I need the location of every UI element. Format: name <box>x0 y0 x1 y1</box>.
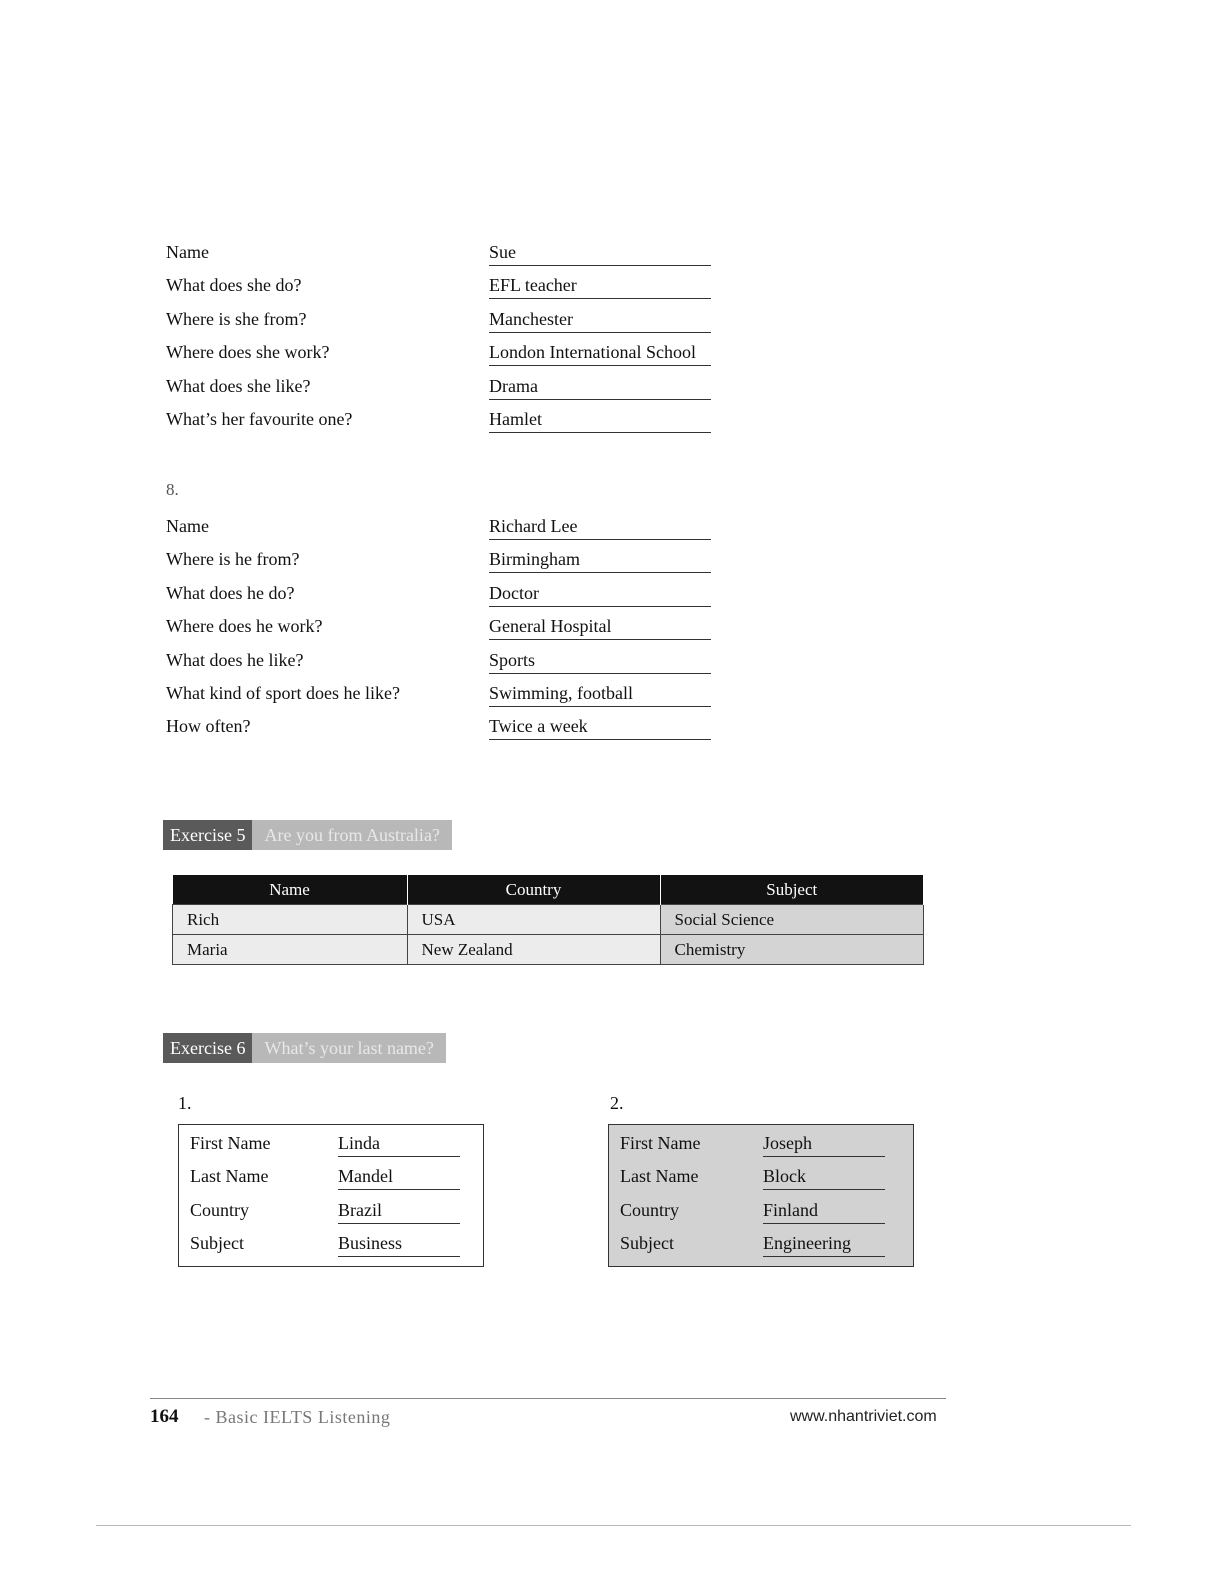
answer: Twice a week <box>489 716 711 740</box>
qa-row <box>166 581 711 614</box>
answer: Swimming, football <box>489 683 711 707</box>
qa-row <box>166 407 711 440</box>
page-edge-divider <box>96 1525 1131 1526</box>
card-row <box>620 1233 903 1257</box>
footer-divider <box>150 1398 946 1399</box>
card-value: Brazil <box>338 1200 460 1224</box>
table-cell: Social Science <box>660 905 924 935</box>
exercise-5-table <box>172 875 924 965</box>
question: Name <box>166 242 209 262</box>
book-title: - Basic IELTS Listening <box>204 1407 391 1427</box>
exercise-tag: Exercise 5 <box>163 820 252 850</box>
card-row <box>190 1166 473 1190</box>
card-label: Country <box>620 1200 680 1220</box>
card-value: Mandel <box>338 1166 460 1190</box>
footer-url: www.nhantriviet.com <box>790 1408 937 1425</box>
answer: General Hospital <box>489 616 711 640</box>
card-label: Subject <box>620 1233 674 1253</box>
card-row <box>190 1133 473 1157</box>
qa-row <box>166 648 711 681</box>
answer: Manchester <box>489 309 711 333</box>
name-card-1 <box>178 1124 484 1267</box>
exercise-title: Are you from Australia? <box>252 820 451 850</box>
exercise-title: What’s your last name? <box>252 1033 445 1063</box>
question: What does he like? <box>166 649 304 670</box>
qa-row <box>166 547 711 580</box>
card-row <box>190 1200 473 1224</box>
question: How often? <box>166 716 251 737</box>
card-label: Country <box>190 1200 250 1220</box>
qa-row <box>166 681 711 714</box>
table-cell: Maria <box>173 935 408 965</box>
card-row <box>620 1200 903 1224</box>
question: What’s her favourite one? <box>166 408 353 429</box>
card-label: Last Name <box>620 1166 699 1186</box>
table-cell: Chemistry <box>660 935 924 965</box>
answer: Sports <box>489 650 711 674</box>
qa-section-8 <box>166 514 711 748</box>
question: What does he do? <box>166 582 295 603</box>
column-header: Subject <box>660 875 924 905</box>
answer: Sue <box>489 242 711 266</box>
qa-section-7 <box>166 240 711 440</box>
exercise-6-header <box>163 1033 446 1063</box>
card-value: Finland <box>763 1200 885 1224</box>
card-number: 1. <box>178 1093 192 1113</box>
card-value: Business <box>338 1233 460 1257</box>
card-row <box>190 1233 473 1257</box>
column-header: Country <box>407 875 660 905</box>
question: Where does she work? <box>166 342 330 363</box>
card-label: First Name <box>190 1133 271 1153</box>
qa-row <box>166 514 711 547</box>
qa-row <box>166 614 711 647</box>
answer: London International School <box>489 342 711 366</box>
answer: Hamlet <box>489 409 711 433</box>
card-label: Last Name <box>190 1166 269 1186</box>
table-header-row <box>173 875 924 905</box>
page-number: 164 <box>150 1406 179 1427</box>
question: What does she like? <box>166 375 311 396</box>
answer: Doctor <box>489 583 711 607</box>
qa-row <box>166 340 711 373</box>
question: Where is he from? <box>166 549 300 570</box>
card-label: Subject <box>190 1233 244 1253</box>
exercise-5-header <box>163 820 452 850</box>
table-row <box>173 905 924 935</box>
card-value: Block <box>763 1166 885 1190</box>
question: What kind of sport does he like? <box>166 682 400 703</box>
card-value: Engineering <box>763 1233 885 1257</box>
question: Where does he work? <box>166 616 323 637</box>
card-row <box>620 1166 903 1190</box>
answer: EFL teacher <box>489 275 711 299</box>
table-cell: USA <box>407 905 660 935</box>
table-row <box>173 935 924 965</box>
column-header: Name <box>173 875 408 905</box>
qa-row <box>166 240 711 273</box>
question: Where is she from? <box>166 308 307 329</box>
card-value: Joseph <box>763 1133 885 1157</box>
question: What does she do? <box>166 275 302 296</box>
table-cell: Rich <box>173 905 408 935</box>
question: Name <box>166 516 209 536</box>
exercise-tag: Exercise 6 <box>163 1033 252 1063</box>
answer: Richard Lee <box>489 516 711 540</box>
card-row <box>620 1133 903 1157</box>
answer: Drama <box>489 376 711 400</box>
qa-row <box>166 273 711 306</box>
card-value: Linda <box>338 1133 460 1157</box>
name-card-2 <box>608 1124 914 1267</box>
section-number: 8. <box>166 480 179 499</box>
table-cell: New Zealand <box>407 935 660 965</box>
answer: Birmingham <box>489 549 711 573</box>
card-label: First Name <box>620 1133 701 1153</box>
qa-row <box>166 307 711 340</box>
card-number: 2. <box>610 1093 624 1113</box>
qa-row <box>166 714 711 747</box>
qa-row <box>166 374 711 407</box>
